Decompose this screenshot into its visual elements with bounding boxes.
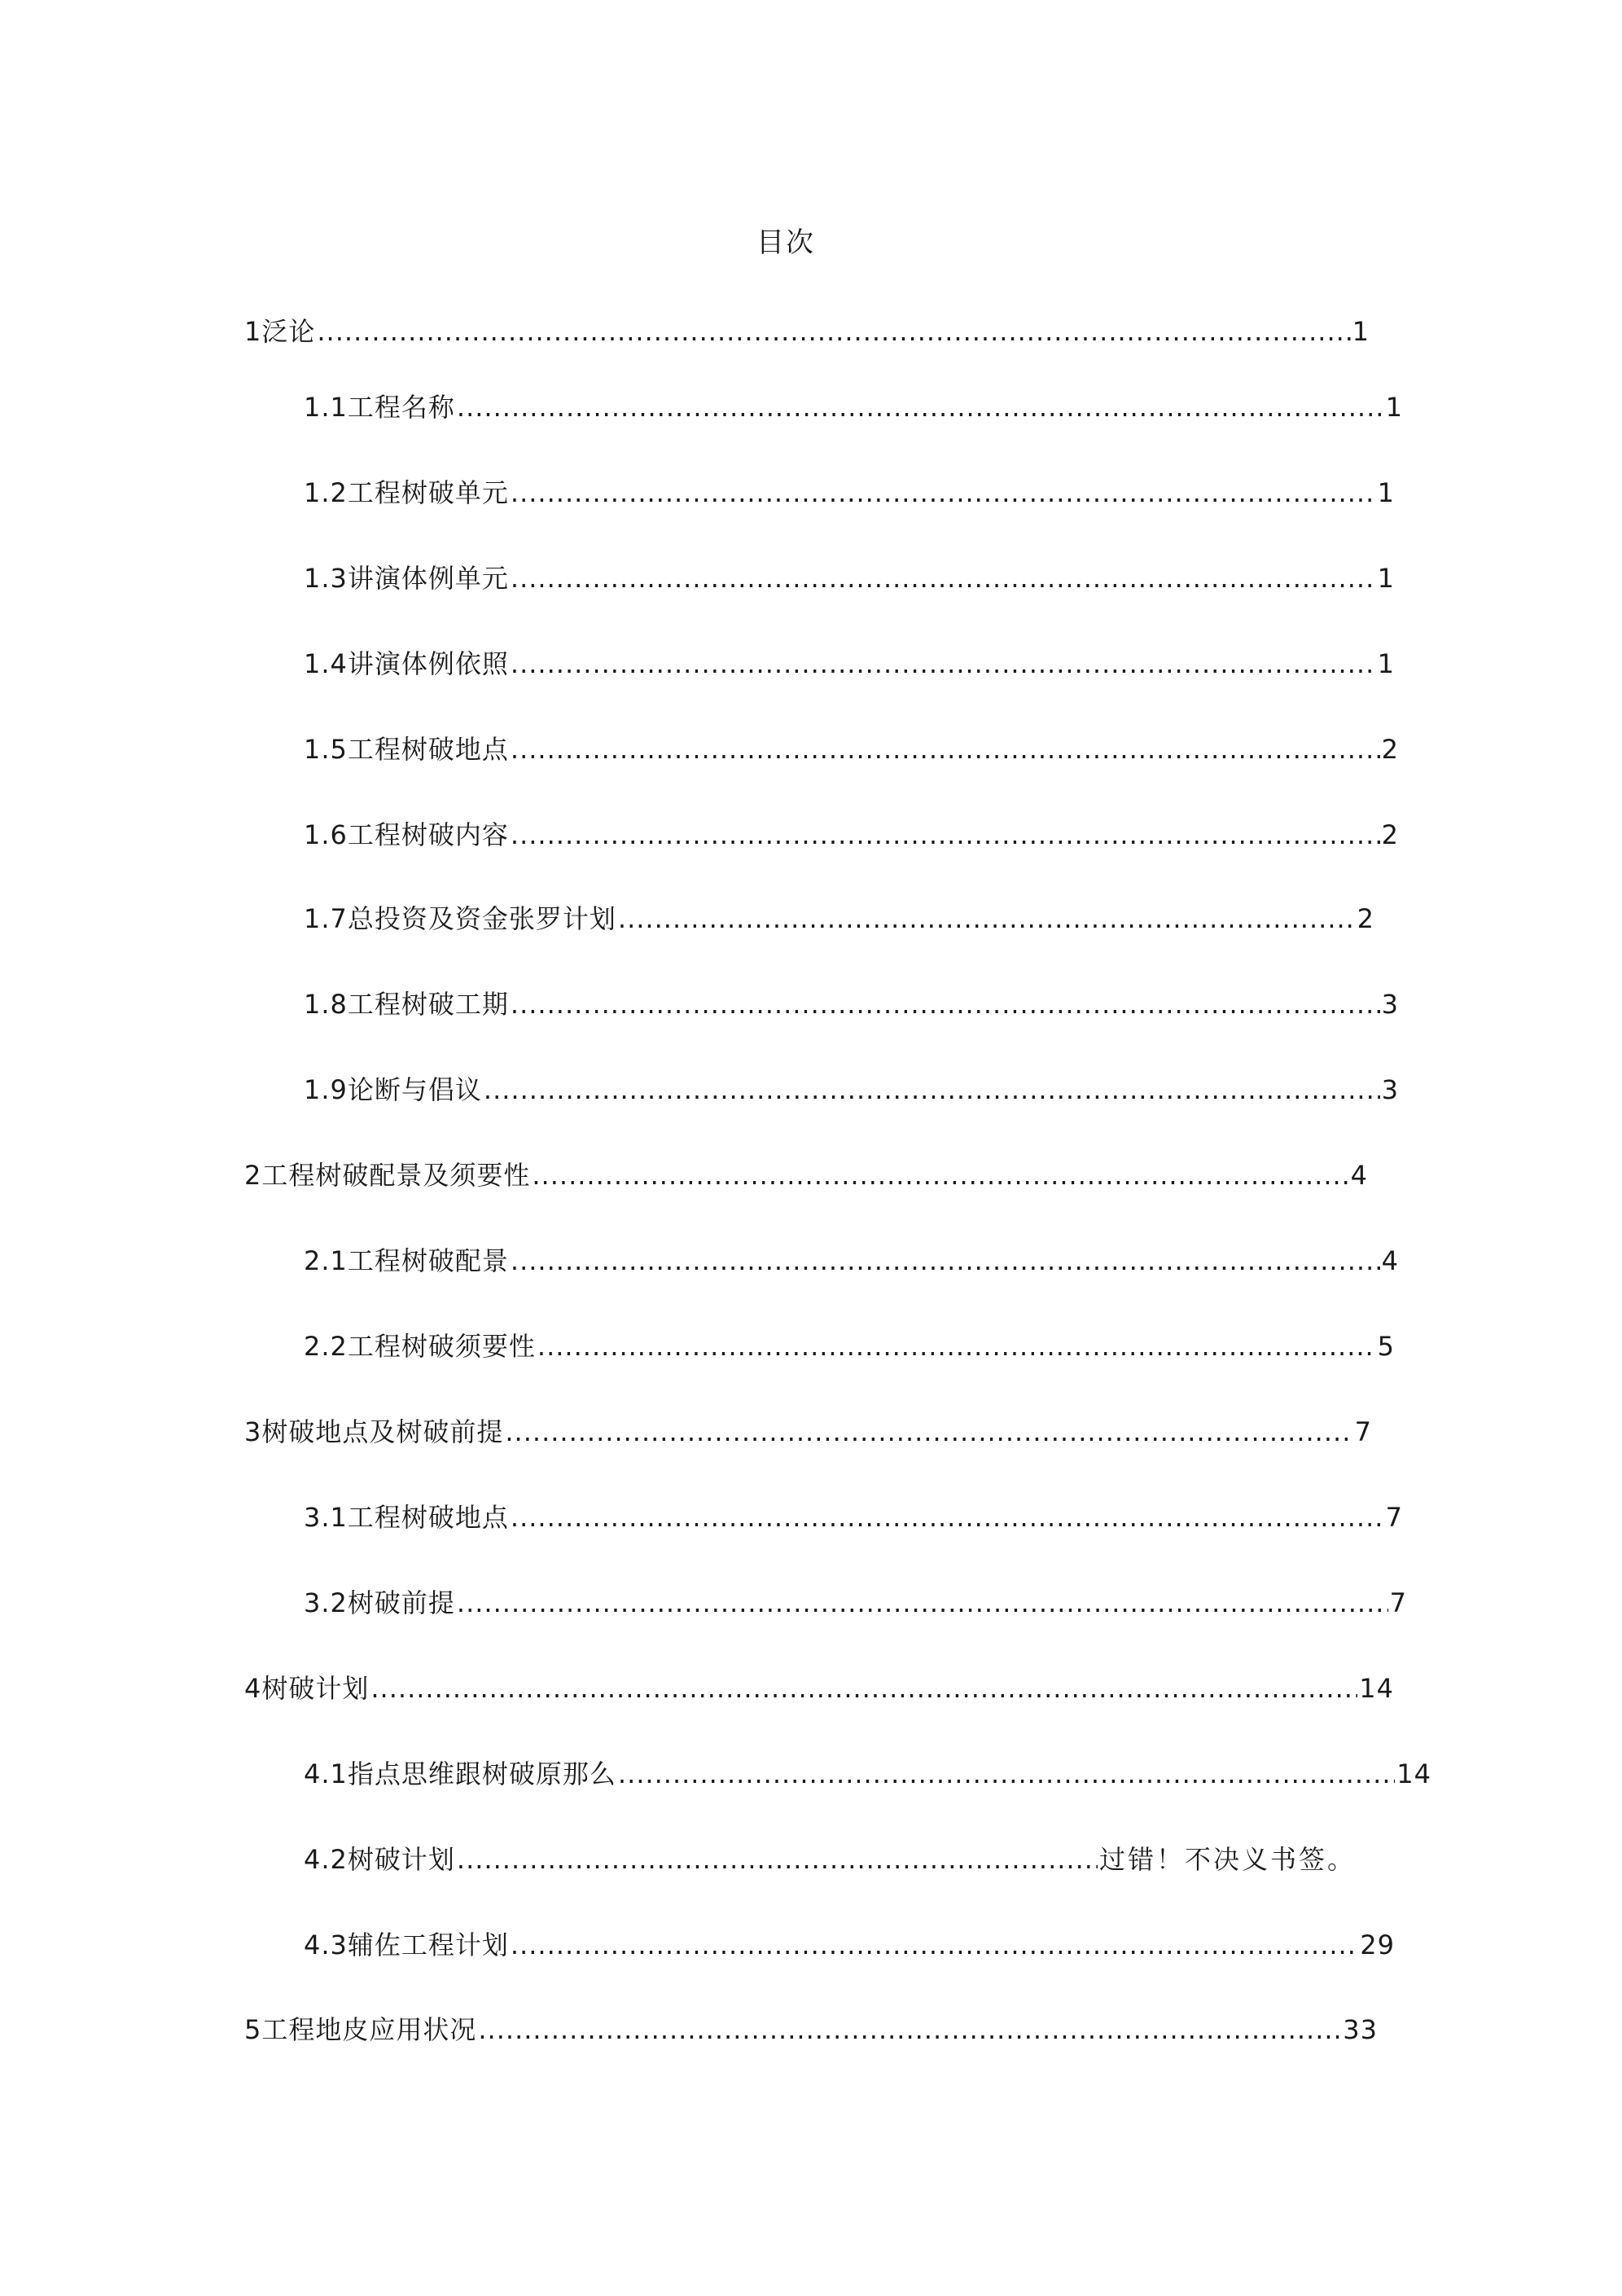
toc-entry-4[interactable] (244, 1672, 1394, 1705)
toc-entry-1-5[interactable] (304, 733, 1399, 766)
toc-entry-page: 1 (1377, 563, 1395, 594)
toc-entry-label: 2工程树破配景及须要性 (244, 1160, 531, 1191)
toc-entry-page: 7 (1354, 1416, 1372, 1447)
toc-entry-label: 3.2树破前提 (304, 1587, 455, 1618)
toc-leader-dots (537, 1330, 1376, 1363)
toc-entry-1-8[interactable] (304, 988, 1399, 1021)
toc-entry-3-1[interactable] (304, 1501, 1403, 1534)
toc-entry-label: 3树破地点及树破前提 (244, 1416, 504, 1447)
toc-leader-dots (457, 391, 1384, 424)
toc-entry-page: 5 (1377, 1331, 1395, 1362)
toc-leader-dots (511, 819, 1380, 851)
toc-entry-1-1[interactable] (304, 391, 1403, 424)
toc-entry-page: 4 (1381, 1245, 1399, 1276)
toc-leader-dots (457, 1587, 1388, 1619)
toc-entry-label: 1.6工程树破内容 (304, 819, 509, 850)
toc-entry-label: 5工程地皮应用状况 (244, 2014, 477, 2045)
toc-entry-page: 3 (1381, 1074, 1399, 1105)
toc-entry-page: 3 (1381, 989, 1399, 1020)
toc-leader-dots (511, 476, 1376, 509)
toc-leader-dots (532, 1159, 1348, 1192)
toc-leader-dots (511, 1929, 1358, 1961)
toc-entry-1-7[interactable] (304, 902, 1374, 935)
toc-leader-dots (511, 1501, 1384, 1534)
toc-entry-1-3[interactable] (304, 562, 1395, 595)
toc-entry-2-1[interactable] (304, 1245, 1399, 1277)
toc-entry-4-1[interactable] (304, 1758, 1431, 1790)
toc-entry-1-6[interactable] (304, 819, 1399, 851)
toc-entry-label: 3.1工程树破地点 (304, 1502, 509, 1533)
toc-entry-2-2[interactable] (304, 1330, 1395, 1363)
toc-entry-page: 7 (1385, 1502, 1403, 1533)
toc-entry-2[interactable] (244, 1159, 1368, 1192)
toc-entry-page-error: 过错！不决义书签。 (1098, 1844, 1356, 1875)
toc-entry-page: 33 (1343, 2014, 1378, 2045)
toc-entry-page: 7 (1389, 1587, 1407, 1618)
toc-title: 目次 (756, 226, 815, 259)
toc-leader-dots (618, 1758, 1395, 1790)
toc-entry-1-4[interactable] (304, 648, 1395, 680)
toc-leader-dots (457, 1843, 1098, 1876)
toc-entry-label: 4树破计划 (244, 1673, 370, 1704)
toc-entry-label: 1.8工程树破工期 (304, 989, 509, 1020)
toc-entry-label: 1.9论断与倡议 (304, 1074, 482, 1105)
toc-entry-label: 1泛论 (244, 316, 316, 347)
toc-entry-page: 2 (1381, 819, 1399, 850)
toc-entry-1-2[interactable] (304, 476, 1395, 509)
toc-leader-dots (484, 1073, 1380, 1106)
toc-entry-label: 1.1工程名称 (304, 392, 455, 423)
toc-entry-page: 4 (1350, 1160, 1368, 1191)
toc-entry-page: 1 (1352, 316, 1370, 347)
toc-leader-dots (511, 988, 1380, 1021)
toc-entry-3[interactable] (244, 1416, 1372, 1448)
toc-leader-dots (511, 1245, 1380, 1277)
toc-entry-page: 1 (1385, 392, 1403, 423)
toc-leader-dots (618, 902, 1356, 935)
toc-leader-dots (505, 1416, 1352, 1448)
toc-entry-page: 1 (1377, 477, 1395, 508)
toc-entry-label: 1.5工程树破地点 (304, 734, 509, 765)
toc-entry-5[interactable] (244, 2013, 1378, 2046)
toc-entry-page: 2 (1381, 734, 1399, 765)
toc-entry-1[interactable] (244, 315, 1370, 348)
toc-entry-4-3[interactable] (304, 1929, 1395, 1961)
toc-leader-dots (317, 315, 1350, 348)
toc-entry-label: 1.2工程树破单元 (304, 477, 509, 508)
toc-leader-dots (511, 562, 1376, 595)
toc-entry-label: 4.1指点思维跟树破原那么 (304, 1758, 616, 1789)
toc-entry-label: 1.3讲演体例单元 (304, 563, 509, 594)
toc-entry-page: 29 (1360, 1929, 1395, 1960)
toc-entry-label: 4.3辅佐工程计划 (304, 1929, 509, 1960)
toc-leader-dots (478, 2013, 1341, 2046)
toc-entry-label: 4.2树破计划 (304, 1844, 455, 1875)
toc-entry-1-9[interactable] (304, 1073, 1399, 1106)
toc-leader-dots (511, 733, 1380, 766)
toc-entry-label: 1.7总投资及资金张罗计划 (304, 903, 616, 934)
toc-entry-page: 14 (1396, 1758, 1431, 1789)
toc-entry-3-2[interactable] (304, 1587, 1407, 1619)
toc-leader-dots (511, 648, 1376, 680)
toc-entry-4-2[interactable] (304, 1843, 1356, 1876)
toc-entry-label: 2.1工程树破配景 (304, 1245, 509, 1276)
toc-entry-page: 14 (1359, 1673, 1394, 1704)
toc-entry-label: 1.4讲演体例依照 (304, 648, 509, 679)
toc-leader-dots (370, 1672, 1357, 1705)
toc-entry-page: 1 (1377, 648, 1395, 679)
toc-entry-page: 2 (1357, 903, 1374, 934)
toc-entry-label: 2.2工程树破须要性 (304, 1331, 536, 1362)
